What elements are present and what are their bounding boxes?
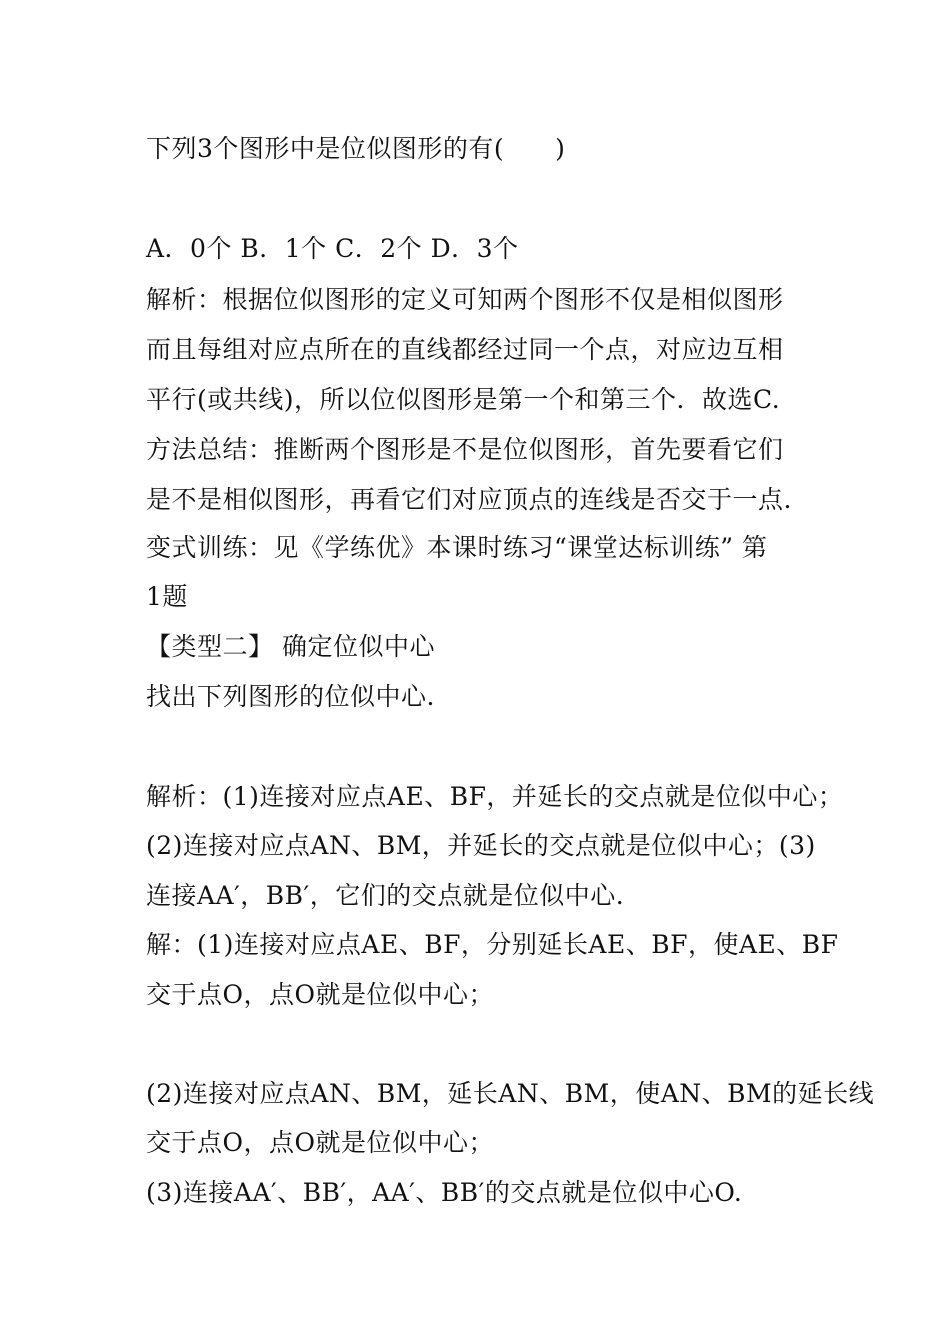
question-text: 下列3个图形中是位似图形的有( ) [146, 134, 566, 163]
variant-training-line-1: 变式训练：见《学练优》本课时练习“课堂达标训练” 第 [146, 533, 768, 562]
solution3-line: (3)连接AA′、BB′，AA′、BB′的交点就是位似中心O. [146, 1178, 743, 1207]
analysis-line-2: 而且每组对应点所在的直线都经过同一个点，对应边互相 [146, 335, 784, 364]
analysis2-line-2: (2)连接对应点AN、BM，并延长的交点就是位似中心；(3) [146, 831, 816, 860]
solution2-line-1: (2)连接对应点AN、BM，延长AN、BM，使AN、BM的延长线 [146, 1079, 875, 1108]
method-summary-line-1: 方法总结：推断两个图形是不是位似图形，首先要看它们 [146, 435, 784, 464]
answer-options: A．0个 B．1个 C．2个 D．3个 [146, 234, 519, 263]
type2-question: 找出下列图形的位似中心. [146, 682, 435, 711]
type2-heading: 【类型二】 确定位似中心 [146, 632, 435, 661]
analysis2-line-1: 解析：(1)连接对应点AE、BF，并延长的交点就是位似中心； [146, 782, 844, 811]
variant-training-line-2: 1题 [146, 582, 188, 611]
analysis2-line-3: 连接AA′，BB′，它们的交点就是位似中心. [146, 881, 625, 910]
solution1-line-1: 解：(1)连接对应点AE、BF，分别延长AE、BF，使AE、BF [146, 930, 839, 959]
analysis-line-1: 解析：根据位似图形的定义可知两个图形不仅是相似图形 [146, 285, 784, 314]
solution2-line-2: 交于点O，点O就是位似中心； [146, 1128, 494, 1157]
analysis-line-3: 平行(或共线)，所以位似图形是第一个和第三个．故选C. [146, 385, 781, 414]
method-summary-line-2: 是不是相似图形，再看它们对应顶点的连线是否交于一点. [146, 485, 792, 514]
solution1-line-2: 交于点O，点O就是位似中心； [146, 980, 494, 1009]
